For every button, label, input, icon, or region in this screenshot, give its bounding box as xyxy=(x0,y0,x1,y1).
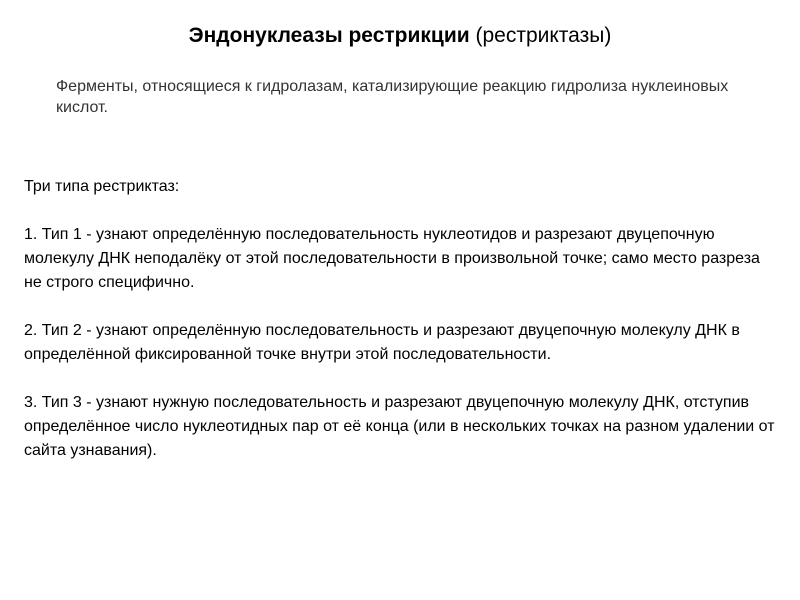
slide-title xyxy=(0,22,800,50)
title-parenthetical: (рестриктазы) xyxy=(469,24,612,47)
type-2-description: 2. Тип 2 - узнают определённую последовательность и разрезают двуцепочную молекулу ДНК в определённой фиксированной точке внутри этой последовательности. xyxy=(24,322,740,363)
title-main: Эндонуклеазы рестрикции xyxy=(188,24,470,47)
types-section xyxy=(24,175,776,487)
definition-text: Ферменты, относящиеся к гидролазам, катализирующие реакцию гидролиза нуклеиновых кислот. xyxy=(56,78,729,116)
type-1-description: 1. Тип 1 - узнают определённую последовательность нуклеотидов и разрезают двуцепочную молекулу ДНК неподалёку от этой последовательности в произвольной точке; само место разреза не строго специфично. xyxy=(24,226,760,291)
type-3-description: 3. Тип 3 - узнают нужную последовательность и разрезают двуцепочную молекулу ДНК, отступив определённое число нуклеотидных пар от её конца (или в нескольких точках на разном удалении от сайта узнавания). xyxy=(24,394,775,459)
types-intro: Три типа рестриктаз: xyxy=(24,178,180,195)
